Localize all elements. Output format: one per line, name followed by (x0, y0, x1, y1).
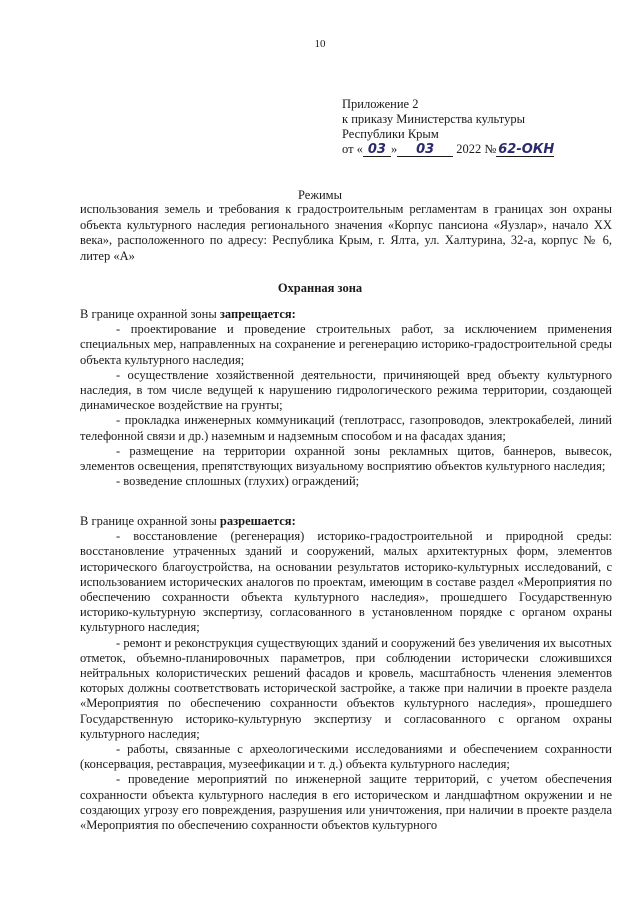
allowed-item: - проведение мероприятий по инженерной защите территорий, с учетом обеспечения сохранности объекта культурного наследия в его историческом и ландшафтном окружении и не создающих угрозу его повреждения, разрушения или уничтожения, при наличии в проекте раздела «Мероприятия по обеспечению сохранности объектов культурного (80, 772, 612, 833)
prohibited-item: - осуществление хозяйственной деятельности, причиняющей вред объекту культурного наследия, в том числе ведущей к нарушению гидрологического режима территории, создающей динамическое воздействие на грунты; (80, 367, 612, 413)
appendix-line-1: Приложение 2 (342, 97, 419, 111)
order-date-line (342, 142, 612, 157)
year-text: 2022 № (456, 142, 497, 156)
page-number: 10 (314, 38, 326, 50)
handwritten-month: 03 (397, 143, 453, 157)
allowed-item: - работы, связанные с археологическими исследованиями и обеспечением сохранности (консервация, реставрация, музеефикации и т. д.) объекта культурного наследия; (80, 742, 612, 772)
appendix-line-3: Республики Крым (342, 127, 439, 141)
handwritten-order-number: 62-ОКН (498, 142, 555, 157)
allowed-lead-bold: разрешается: (219, 514, 296, 528)
section-title: Охранная зона (277, 281, 363, 295)
handwritten-day: 03 (363, 143, 391, 157)
prohibited-lead-text: В границе охранной зоны (80, 307, 220, 321)
date-prefix: от « (342, 142, 363, 156)
date-mid: » (390, 142, 398, 156)
allowed-section (80, 514, 612, 833)
intro-paragraph: использования земель и требования к градостроительным регламентам в границах зон охраны объекта культурного наследия регионального значения «Корпус пансиона «Яузлар», начало XX века», расположенного по адресу: Республика Крым, г. Ялта, ул. Халтурина, 32-а, корпус № 6, литер «А» (80, 202, 612, 263)
allowed-item: - ремонт и реконструкция существующих зданий и сооружений без увеличения их высотных отметок, объемно-планировочных параметров, при соблюдении исторически сложившихся нейтральных колористических решений фасадов и кровель, масштабность членения элементов которых должны соответствовать исторической застройке, а также при наличии в проекте раздела «Мероприятия по обеспечению сохранности объектов культурного наследия», прошедшего Государственную историко-культурную экспертизу и согласованного с органом охраны культурного наследия; (80, 635, 612, 741)
prohibited-item: - прокладка инженерных коммуникаций (теплотрасс, газопроводов, электрокабелей, линий телефонной связи и др.) наземным и надземным способом и на фасадах здания; (80, 413, 612, 443)
appendix-line-2: к приказу Министерства культуры (342, 112, 525, 126)
allowed-lead (80, 514, 612, 529)
allowed-item: - восстановление (регенерация) историко-градостроительной и природной среды: восстановление утраченных зданий и сооружений, малых архитектурных форм, элементов исторического благоустройства, на основании результатов историко-культурных исследований, с использованием исторических аналогов по проектам, имеющим в составе раздел «Мероприятия по обеспечению сохранности объекта культурного наследия», прошедшего Государственную историко-культурную экспертизу, согласованного в установленном порядке с органом охраны культурного наследия; (80, 529, 612, 635)
document-title: Режимы (298, 188, 342, 202)
prohibited-lead-bold: запрещается: (219, 307, 296, 321)
prohibited-item: - размещение на территории охранной зоны рекламных щитов, баннеров, вывесок, элементов освещения, препятствующих визуальному восприятию объектов культурного наследия; (80, 443, 612, 474)
prohibited-item: - проектирование и проведение строительных работ, за исключением применения специальных мер, направленных на сохранение и регенерацию историко-градостроительной среды объекта культурного наследия; (80, 322, 612, 367)
allowed-lead-text: В границе охранной зоны (80, 514, 220, 528)
prohibited-lead (80, 307, 612, 322)
appendix-header (342, 97, 612, 157)
prohibited-section (80, 307, 612, 489)
prohibited-item: - возведение сплошных (глухих) ограждений; (116, 474, 360, 489)
